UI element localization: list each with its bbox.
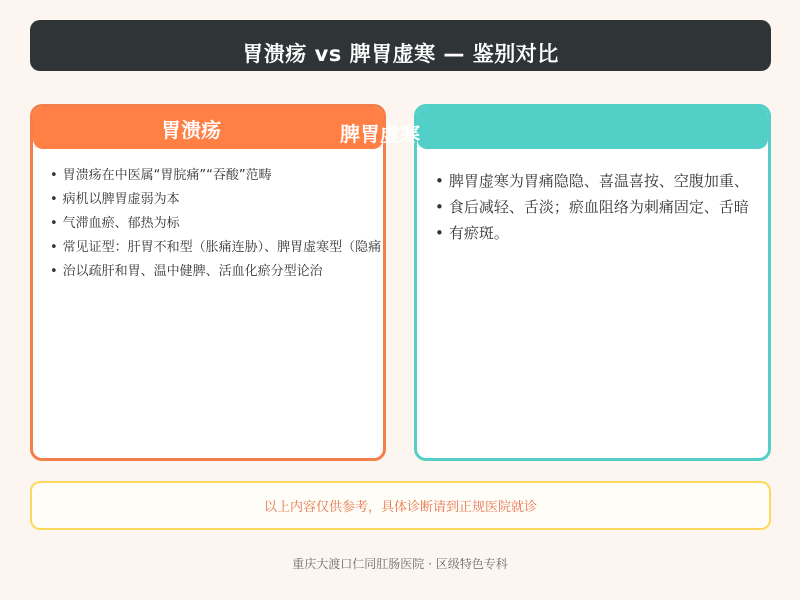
list-item: • 常见证型：肝胃不和型（胀痛连胁）、脾胃虚寒型（隐痛 bbox=[50, 236, 383, 260]
page-title: 胃溃疡 vs 脾胃虚寒 — 鉴别对比 bbox=[242, 41, 559, 66]
card-header-right bbox=[417, 107, 768, 149]
list-item: • 气滞血瘀、郁热为标 bbox=[50, 212, 383, 236]
list-item: • 病机以脾胃虚弱为本 bbox=[50, 188, 383, 212]
footer-text: 重庆大渡口仁同肛肠医院 · 区级特色专科 bbox=[292, 557, 508, 571]
list-item: • 食后减轻、舌淡；瘀血阻络为刺痛固定、舌暗 bbox=[435, 194, 768, 220]
card-spleen-stomach-cold bbox=[414, 104, 771, 461]
card-title-left: 胃溃疡 bbox=[161, 117, 221, 142]
card-header-left bbox=[33, 107, 383, 149]
title-bar bbox=[30, 20, 771, 71]
card-gastric-ulcer bbox=[30, 104, 386, 461]
card-title-right: 脾胃虚寒 bbox=[340, 122, 420, 146]
list-item: • 胃溃疡在中医属“胃脘痛”“吞酸”范畴 bbox=[50, 164, 383, 188]
list-item: • 有瘀斑。 bbox=[435, 220, 768, 246]
disclaimer-box bbox=[30, 481, 771, 530]
list-item: • 脾胃虚寒为胃痛隐隐、喜温喜按、空腹加重、 bbox=[435, 168, 768, 194]
card-list-left bbox=[33, 164, 383, 284]
list-item: • 治以疏肝和胃、温中健脾、活血化瘀分型论治 bbox=[50, 260, 383, 284]
disclaimer-text: 以上内容仅供参考，具体诊断请到正规医院就诊 bbox=[263, 500, 537, 515]
card-list-right bbox=[417, 168, 768, 246]
